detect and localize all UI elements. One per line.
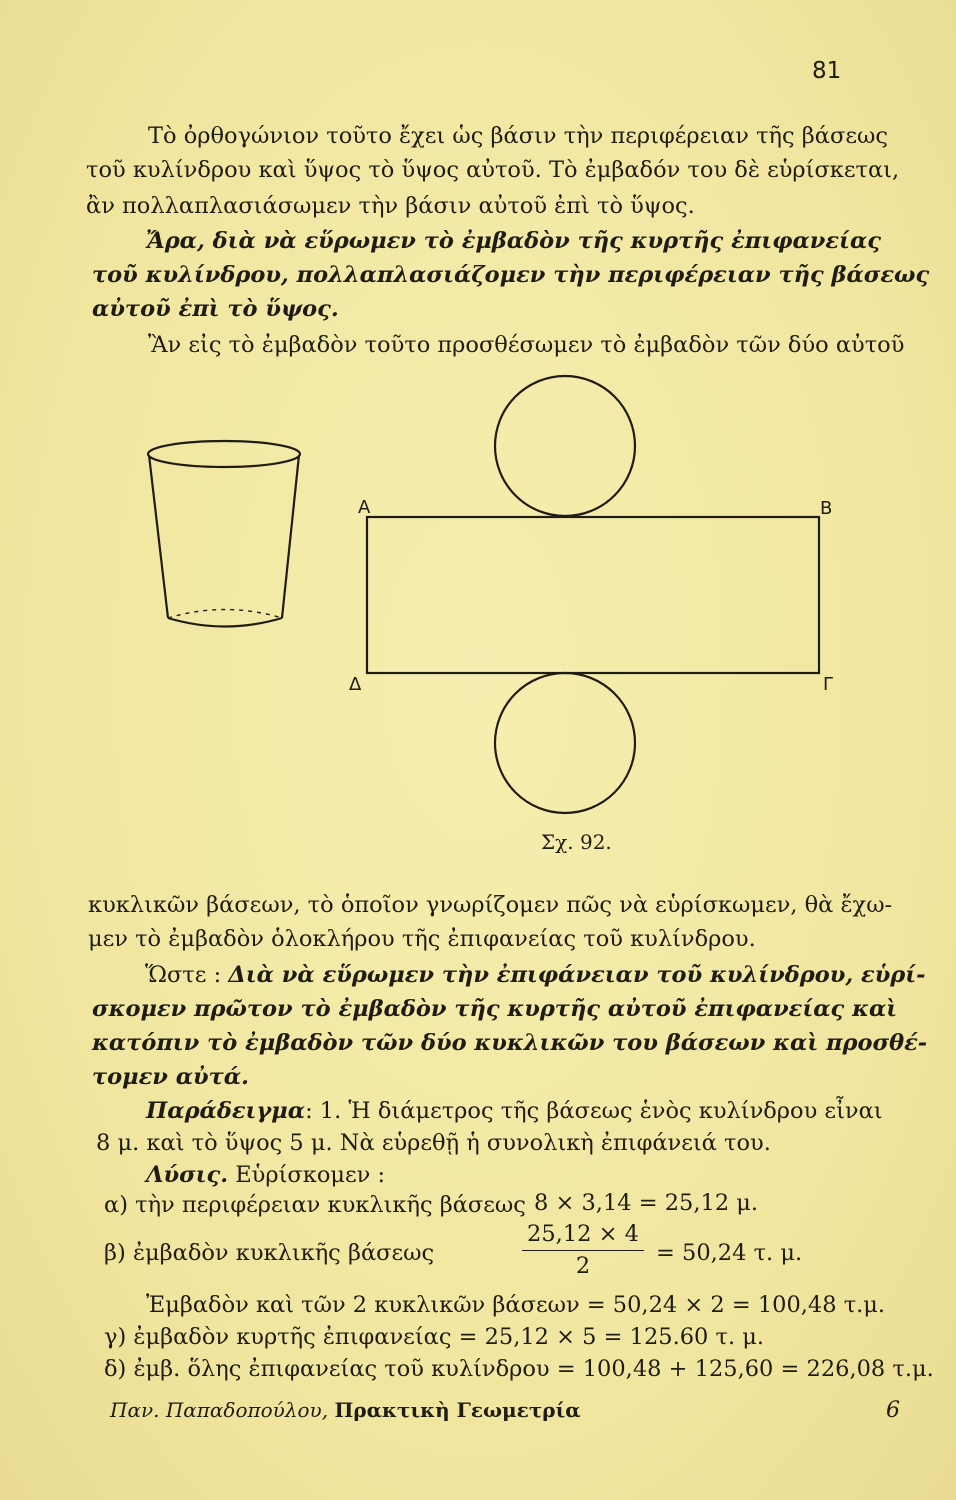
rule-1-line-3: αὐτοῦ ἐπὶ τὸ ὕψος. — [92, 296, 339, 322]
paragraph-1-line-3: ἂν πολλαπλασιάσωμεν τὴν βάσιν αὐτοῦ ἐπὶ τὸ ὕψος. — [86, 193, 695, 219]
rule-2-text-1: Διὰ νὰ εὕρωμεν τὴν ἐπιφάνειαν τοῦ κυλίνδρου, εὑρί- — [228, 962, 926, 988]
rule-2-line-3: κατόπιν τὸ ἐμβαδὸν τῶν δύο κυκλικῶν του βάσεων καὶ προσθέ- — [92, 1030, 928, 1056]
rule-2-line-4: τομεν αὐτά. — [92, 1064, 249, 1090]
example-label: Παράδειγμα — [146, 1098, 306, 1124]
paragraph-1-line-2: τοῦ κυλίνδρου καὶ ὕψος τὸ ὕψος αὐτοῦ. Τὸ ἐμβαδόν του δὲ εὑρίσκεται, — [86, 157, 900, 183]
rule-2-line-1 — [145, 960, 926, 990]
paragraph-1-line-1: Τὸ ὀρθογώνιον τοῦτο ἔχει ὡς βάσιν τὴν περιφέρειαν τῆς βάσεως — [148, 123, 888, 149]
top-base-circle — [495, 376, 635, 516]
paragraph-2: Ἂν εἰς τὸ ἐμβαδὸν τοῦτο προσθέσωμεν τὸ ἐμβαδὸν τῶν δύο αὐτοῦ — [148, 332, 905, 358]
example-text-1: : 1. Ἡ διάμετρος τῆς βάσεως ἑνὸς κυλίνδρου εἶναι — [305, 1098, 883, 1124]
rule-2-intro: Ὥστε : — [145, 962, 222, 988]
vertex-d: Δ — [349, 674, 362, 695]
both-bases-line: Ἐμβαδὸν καὶ τῶν 2 κυκλικῶν βάσεων = 50,24 × 2 = 100,48 τ.μ. — [146, 1292, 886, 1318]
step-a-calc: 8 × 3,14 = 25,12 μ. — [534, 1190, 759, 1216]
step-b-result: = 50,24 τ. μ. — [656, 1240, 803, 1266]
footer-author — [110, 1398, 581, 1422]
rule-1-line-1: Ἄρα, διὰ νὰ εὕρωμεν τὸ ἐμβαδὸν τῆς κυρτῆς ἐπιφανείας — [146, 228, 881, 254]
paragraph-3-line-2: μεν τὸ ἐμβαδὸν ὁλοκλήρου τῆς ἐπιφανείας τοῦ κυλίνδρου. — [88, 926, 756, 952]
author-name: Παν. Παπαδοπούλου, — [110, 1398, 329, 1422]
rule-2-line-2: σκομεν πρῶτον τὸ ἐμβαδὸν τῆς κυρτῆς αὐτοῦ ἐπιφανείας καὶ — [92, 996, 898, 1022]
book-title: Πρακτικὴ Γεωμετρία — [334, 1398, 581, 1422]
step-a-text: α) τὴν περιφέρειαν κυκλικῆς βάσεως — [104, 1192, 526, 1218]
solution-label: Λύσις. — [146, 1162, 229, 1188]
step-c-line: γ) ἐμβαδὸν κυρτῆς ἐπιφανείας = 25,12 × 5 = 125.60 τ. μ. — [104, 1324, 765, 1350]
step-d-line: δ) ἐμβ. ὅλης ἐπιφανείας τοῦ κυλίνδρου = 100,48 + 125,60 = 226,08 τ.μ. — [104, 1356, 934, 1382]
step-b-fraction — [522, 1220, 644, 1279]
vertex-b: Β — [820, 498, 833, 519]
paragraph-3-line-1: κυκλικῶν βάσεων, τὸ ὁποῖον γνωρίζομεν πῶς νὰ εὑρίσκωμεν, θὰ ἔχω- — [88, 892, 893, 918]
rule-1-line-2: τοῦ κυλίνδρου, πολλαπλασιάζομεν τὴν περιφέρειαν τῆς βάσεως — [92, 262, 930, 288]
step-b-text: β) ἐμβαδὸν κυκλικῆς βάσεως — [104, 1240, 435, 1266]
cylinder-figure — [120, 360, 860, 880]
bottom-base-circle — [495, 673, 635, 813]
fraction-denominator: 2 — [575, 1253, 591, 1279]
signature-mark: 6 — [886, 1398, 900, 1423]
solution-intro: Εὑρίσκομεν : — [235, 1162, 386, 1188]
example-line-2: 8 μ. καὶ τὸ ὕψος 5 μ. Νὰ εὑρεθῇ ἡ συνολικὴ ἐπιφάνειά του. — [96, 1130, 771, 1156]
vertex-c: Γ — [823, 674, 834, 695]
figure-caption: Σχ. 92. — [541, 830, 612, 854]
solution-heading — [146, 1160, 385, 1190]
fraction-numerator: 25,12 × 4 — [527, 1221, 639, 1247]
cylinder-drawing — [148, 441, 300, 627]
vertex-a: Α — [358, 497, 371, 518]
fraction-bar — [522, 1250, 644, 1251]
lateral-rectangle — [367, 517, 819, 673]
page-number: 81 — [812, 58, 842, 84]
example-line-1 — [146, 1096, 883, 1126]
